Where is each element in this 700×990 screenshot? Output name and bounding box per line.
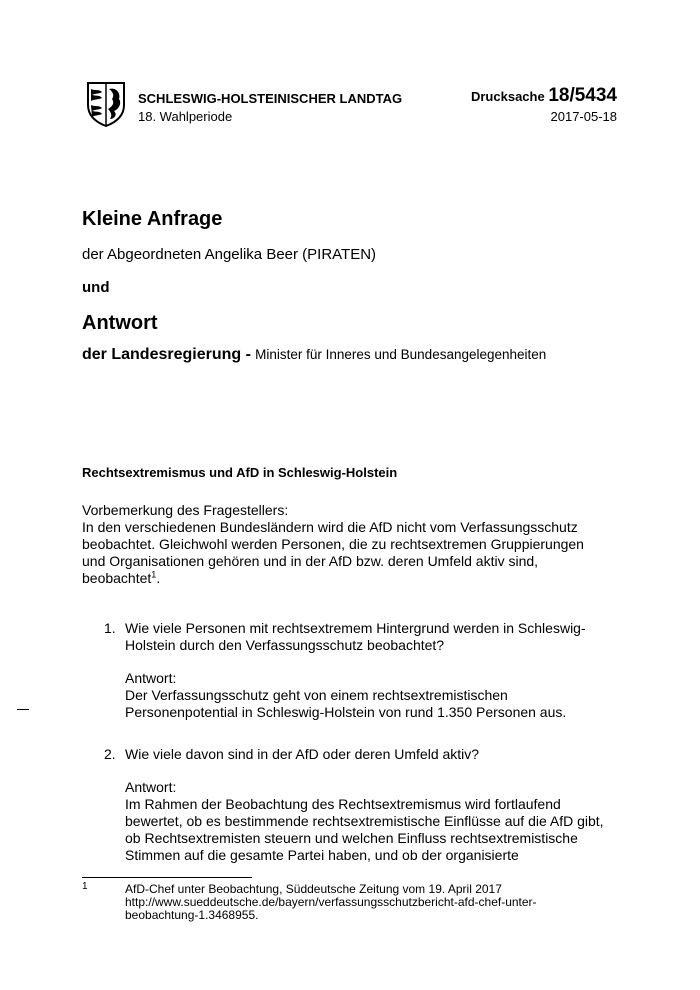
footnote-line: AfD-Chef unter Beobachtung, Süddeutsche Zeitung vom 19. April 2017: [125, 882, 502, 896]
question-1: [125, 620, 615, 654]
footnote-text: [125, 883, 595, 922]
margin-mark: [17, 709, 29, 710]
question-line: Wie viele Personen mit rechtsextremem Hintergrund werden in Schleswig-: [125, 620, 586, 636]
answer-line: Im Rahmen der Beobachtung des Rechtsextremismus wird fortlaufend: [125, 796, 561, 812]
minister-label: Minister für Inneres und Bundesangelegenheiten: [255, 347, 547, 362]
vorbemerkung-punct: .: [156, 570, 161, 586]
question-number: 2.: [104, 746, 116, 762]
vorbemerkung-line: und Organisationen gehören und in der AfD bzw. deren Umfeld aktiv sind,: [82, 553, 539, 569]
footnote-separator: [82, 877, 252, 878]
vorbemerkung-last-line: [82, 570, 602, 587]
document-date: 2017-05-18: [550, 109, 617, 124]
question-number: 1.: [104, 620, 116, 636]
kleine-anfrage-heading: Kleine Anfrage: [82, 208, 223, 230]
question-line: Holstein durch den Verfassungsschutz beobachtet?: [125, 637, 445, 653]
footnote-line: http://www.sueddeutsche.de/bayern/verfassungsschutzbericht-afd-chef-unter-: [125, 895, 537, 909]
vorbemerkung-line: In den verschiedenen Bundesländern wird die AfD nicht vom Verfassungsschutz: [82, 519, 578, 535]
drucksache: [471, 85, 617, 107]
answer-line: Stimmen auf die gesamte Partei haben, und ob der organisierte: [125, 847, 519, 863]
und-line: und: [82, 279, 110, 296]
answer-line: ob Rechtsextremisten steuern und welchen Einfluss rechtsextremistische: [125, 830, 578, 846]
legislative-period: 18. Wahlperiode: [138, 109, 233, 124]
vorbemerkung: [82, 502, 602, 587]
answer-line: Personenpotential in Schleswig-Holstein von rund 1.350 Personen aus.: [125, 704, 567, 720]
vorbemerkung-heading: Vorbemerkung des Fragestellers:: [82, 502, 289, 518]
organization-name: SCHLESWIG-HOLSTEINISCHER LANDTAG: [138, 91, 403, 106]
answer-line: Der Verfassungsschutz geht von einem rechtsextremistischen: [125, 687, 508, 703]
vorbemerkung-last-text: beobachtet: [82, 570, 152, 586]
landesregierung-label: der Landesregierung -: [82, 346, 251, 363]
question-line: Wie viele davon sind in der AfD oder deren Umfeld aktiv?: [125, 746, 480, 762]
footnote-reference: 1: [151, 569, 157, 580]
topic-heading: Rechtsextremismus und AfD in Schleswig-Holstein: [82, 465, 398, 480]
answer-1: [125, 670, 615, 721]
answer-2: [125, 779, 615, 864]
drucksache-number: 18/5434: [548, 85, 617, 106]
question-2: [125, 746, 615, 763]
landesregierung-line: [82, 346, 546, 364]
asker-line: der Abgeordneten Angelika Beer (PIRATEN): [82, 246, 377, 263]
answer-line: bewertet, ob es bestimmende rechtsextremistische Einflüsse auf die AfD gibt,: [125, 813, 604, 829]
answer-label: Antwort:: [125, 779, 177, 795]
footnote-mark: 1: [82, 881, 88, 892]
drucksache-label: Drucksache: [470, 89, 549, 104]
answer-label: Antwort:: [125, 670, 177, 686]
vorbemerkung-line: beobachtet. Gleichwohl werden Personen, die zu rechtsextremen Gruppierungen: [82, 536, 584, 552]
footnote-line: beobachtung-1.3468955.: [125, 908, 259, 922]
antwort-heading: Antwort: [82, 312, 158, 334]
coat-of-arms-icon: [86, 81, 126, 127]
